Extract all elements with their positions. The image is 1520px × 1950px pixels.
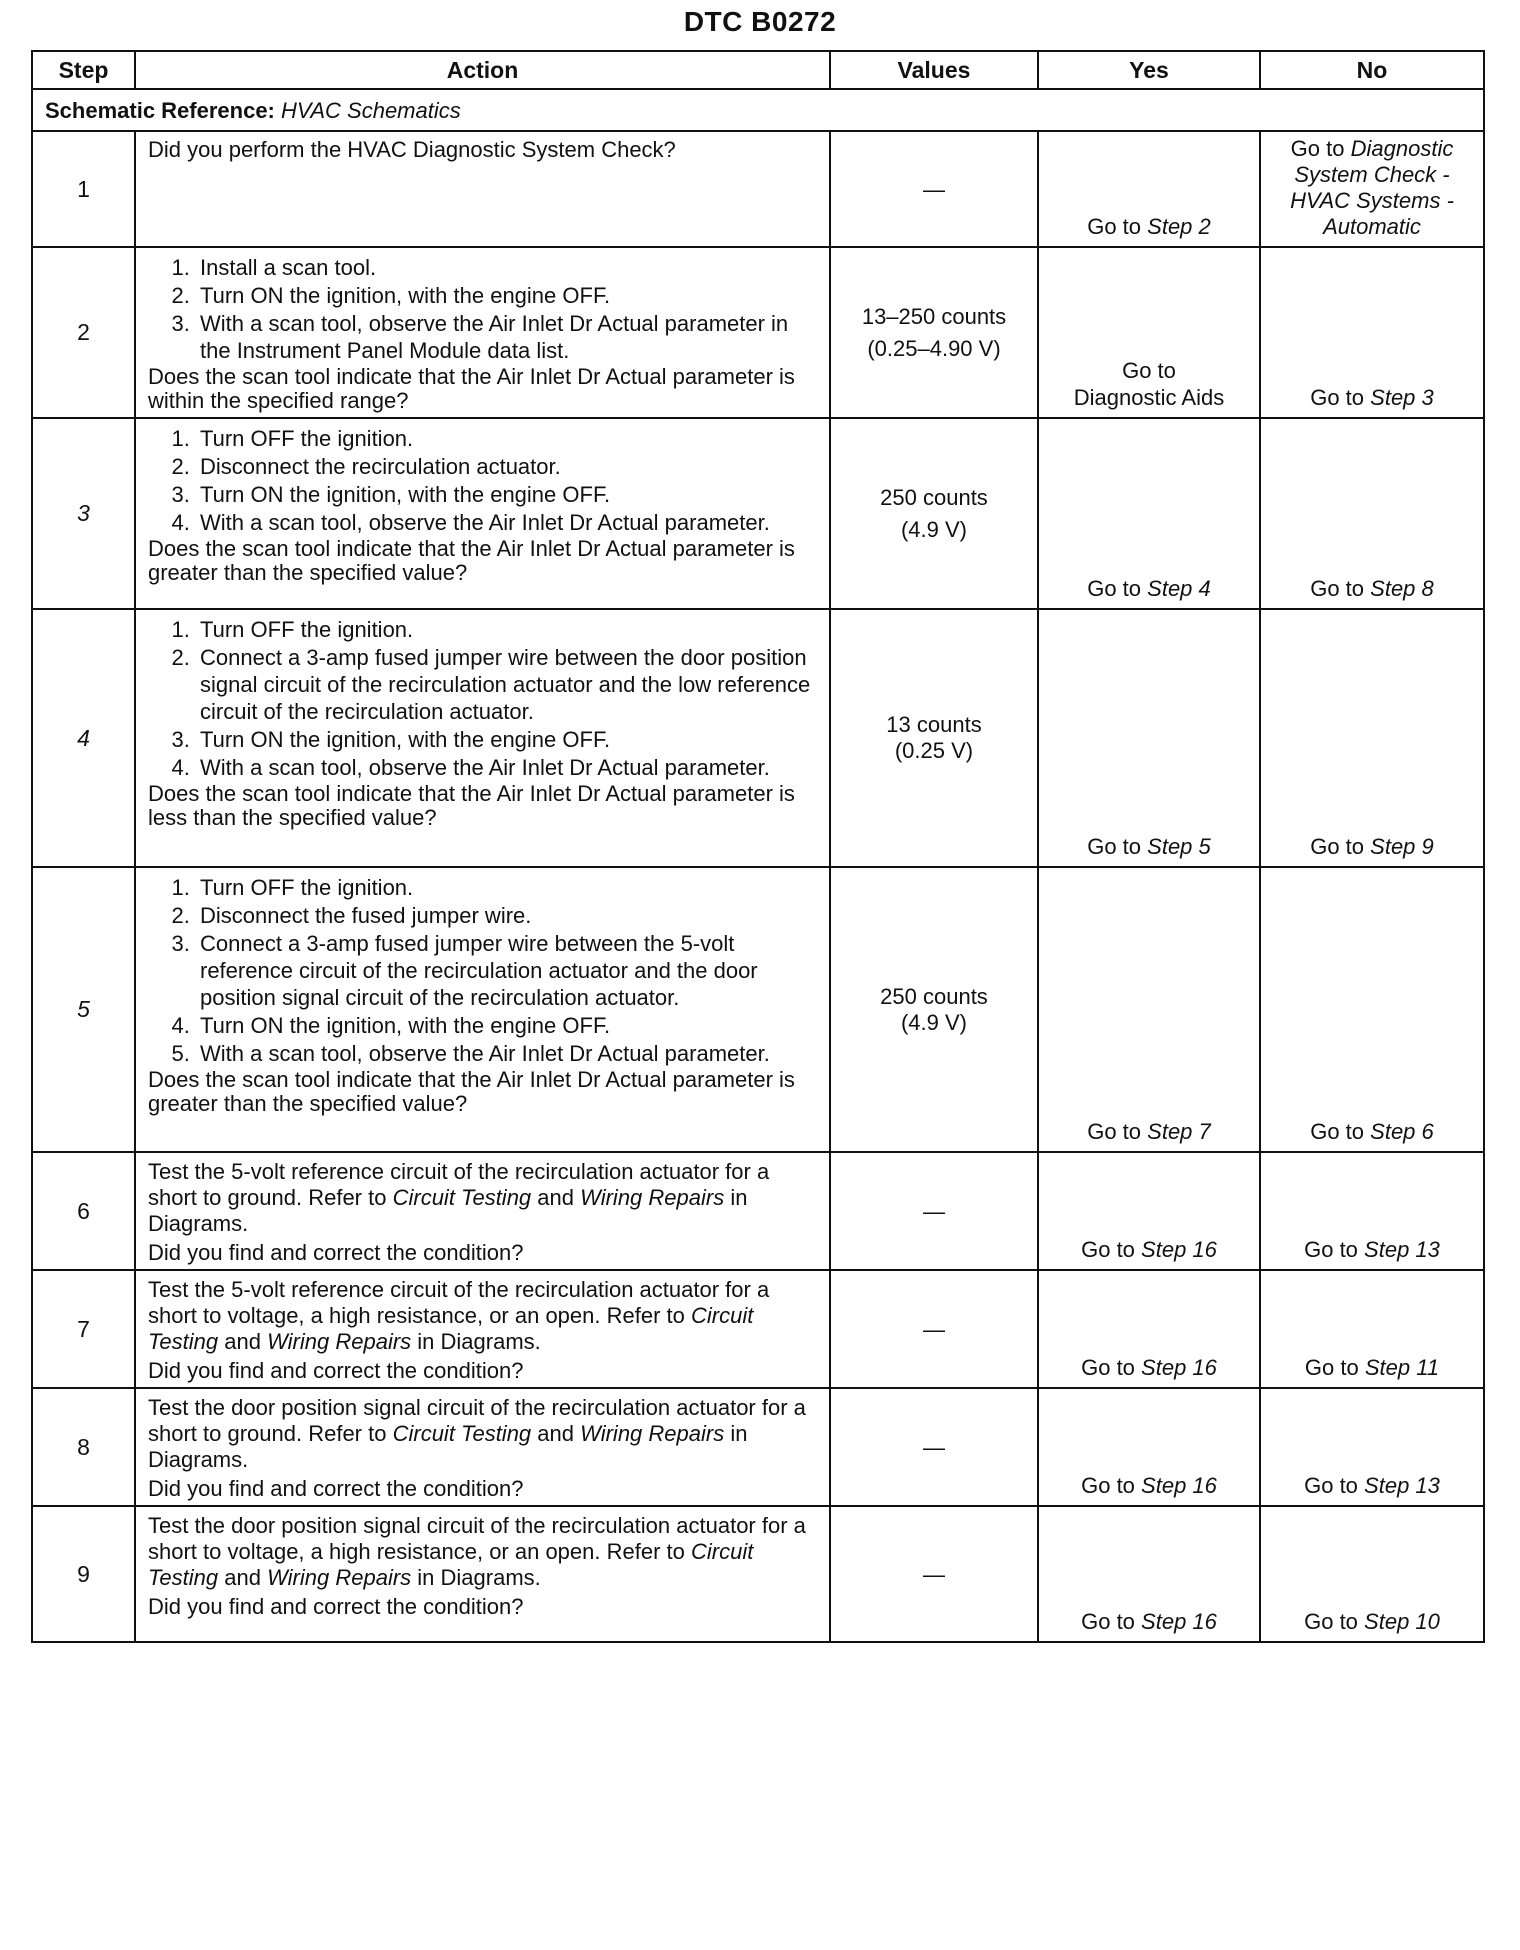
yes-cell: Go to Step 5 [1038, 609, 1260, 867]
action-cell [135, 418, 830, 609]
value-dash: — [923, 1198, 945, 1224]
no-step-link[interactable]: Step 9 [1370, 834, 1434, 859]
yes-step-link[interactable]: Step 16 [1141, 1237, 1217, 1262]
wiring-repairs-link[interactable]: Wiring Repairs [267, 1565, 412, 1590]
yes-step-link[interactable]: Step 5 [1147, 834, 1211, 859]
yes-cell: Go to Step 16 [1038, 1152, 1260, 1270]
no-cell: Go to Step 11 [1260, 1270, 1484, 1388]
no-step-link[interactable]: Step 3 [1370, 385, 1434, 410]
table-row [32, 1270, 1484, 1388]
action-question: Does the scan tool indicate that the Air Inlet Dr Actual parameter is within the specified range? [148, 364, 795, 413]
yes-diagnostic-aids-link[interactable]: Diagnostic Aids [1073, 385, 1225, 410]
wiring-repairs-link[interactable]: Wiring Repairs [580, 1185, 725, 1210]
no-step-link[interactable]: Step 6 [1370, 1119, 1434, 1144]
values-cell: 13–250 counts (0.25–4.90 V) [830, 247, 1038, 418]
circuit-testing-link[interactable]: Circuit Testing [148, 1539, 754, 1590]
schematic-link[interactable]: HVAC Schematics [281, 97, 461, 123]
list-item: 4. Turn ON the ignition, with the engine OFF. [196, 1012, 821, 1039]
value-dash: — [923, 1561, 945, 1587]
list-item: 1. Turn OFF the ignition. [196, 425, 821, 452]
header-row [32, 51, 1484, 89]
values-cell [830, 131, 1038, 247]
step-number: 3 [32, 418, 135, 609]
action-question: Did you find and correct the condition? [148, 1476, 524, 1501]
action-cell [135, 131, 830, 247]
action-cell [135, 1270, 830, 1388]
action-cell [135, 867, 830, 1152]
action-list [148, 425, 821, 536]
circuit-testing-link[interactable]: Circuit Testing [392, 1185, 532, 1210]
table-row [32, 1152, 1484, 1270]
list-item: 5. With a scan tool, observe the Air Inlet Dr Actual parameter. [196, 1040, 821, 1067]
values-cell [830, 1152, 1038, 1270]
yes-step-link[interactable]: Step 16 [1141, 1473, 1217, 1498]
values-cell [830, 1270, 1038, 1388]
schematic-label: Schematic Reference: [45, 97, 275, 123]
no-cell: Go to Step 8 [1260, 418, 1484, 609]
no-cell: Go to Diagnostic System Check - HVAC Systems - Automatic [1260, 131, 1484, 247]
value-dash: — [923, 176, 945, 202]
action-list [148, 874, 821, 1067]
action-question: Does the scan tool indicate that the Air Inlet Dr Actual parameter is greater than the specified value? [148, 536, 795, 585]
no-step-link[interactable]: Diagnostic System Check - HVAC Systems - Automatic [1290, 136, 1454, 239]
values-cell [830, 1506, 1038, 1642]
action-question: Does the scan tool indicate that the Air Inlet Dr Actual parameter is greater than the specified value? [148, 1067, 795, 1116]
step-number: 8 [32, 1388, 135, 1506]
step-number: 9 [32, 1506, 135, 1642]
col-header-yes: Yes [1038, 51, 1260, 89]
dtc-table [31, 50, 1485, 1643]
col-header-step: Step [32, 51, 135, 89]
table-row [32, 418, 1484, 609]
yes-cell: Go to Step 16 [1038, 1506, 1260, 1642]
value-dash: — [923, 1434, 945, 1460]
list-item: 2. Disconnect the recirculation actuator. [196, 453, 821, 480]
no-step-link[interactable]: Step 13 [1364, 1237, 1440, 1262]
page-title: DTC B0272 [683, 6, 837, 37]
col-header-no: No [1260, 51, 1484, 89]
schematic-reference [32, 89, 1484, 131]
list-item: 3. Turn ON the ignition, with the engine OFF. [196, 726, 821, 753]
no-step-link[interactable]: Step 8 [1370, 576, 1434, 601]
yes-cell: Go to Step 16 [1038, 1270, 1260, 1388]
table-row [32, 1388, 1484, 1506]
yes-cell: Go to Step 4 [1038, 418, 1260, 609]
no-cell: Go to Step 13 [1260, 1152, 1484, 1270]
yes-cell: Go to Step 7 [1038, 867, 1260, 1152]
yes-step-link[interactable]: Step 16 [1141, 1355, 1217, 1380]
list-item: 3. Turn ON the ignition, with the engine OFF. [196, 481, 821, 508]
values-cell: 250 counts (4.9 V) [830, 867, 1038, 1152]
yes-step-link[interactable]: Step 4 [1147, 576, 1211, 601]
action-cell [135, 609, 830, 867]
col-header-values: Values [830, 51, 1038, 89]
no-cell: Go to Step 9 [1260, 609, 1484, 867]
action-cell [135, 1506, 830, 1642]
no-cell: Go to Step 6 [1260, 867, 1484, 1152]
wiring-repairs-link[interactable]: Wiring Repairs [580, 1421, 725, 1446]
action-list [148, 616, 821, 781]
table-row [32, 1506, 1484, 1642]
values-cell: 13 counts (0.25 V) [830, 609, 1038, 867]
step-number: 1 [32, 131, 135, 247]
action-cell [135, 1388, 830, 1506]
yes-cell: Go to Step 16 [1038, 1388, 1260, 1506]
action-cell [135, 1152, 830, 1270]
action-paragraph: Test the door position signal circuit of the recirculation actuator for a short to voltage, a high resistance, or an open. Refer to Circuit Testing and Wiring Repairs in Diagrams. [148, 1513, 806, 1590]
action-question: Did you find and correct the condition? [148, 1240, 524, 1265]
table-row [32, 247, 1484, 418]
no-step-link[interactable]: Step 11 [1364, 1355, 1440, 1380]
action-question: Does the scan tool indicate that the Air Inlet Dr Actual parameter is less than the specified value? [148, 781, 795, 830]
circuit-testing-link[interactable]: Circuit Testing [148, 1303, 754, 1354]
yes-cell: Go to Diagnostic Aids [1038, 247, 1260, 418]
list-item: 3. Connect a 3-amp fused jumper wire between the 5-volt reference circuit of the recirculation actuator and the door position signal circuit of the recirculation actuator. [196, 930, 821, 1011]
no-cell: Go to Step 3 [1260, 247, 1484, 418]
step-number: 4 [32, 609, 135, 867]
no-cell: Go to Step 10 [1260, 1506, 1484, 1642]
action-cell [135, 247, 830, 418]
col-header-action: Action [135, 51, 830, 89]
list-item: 4. With a scan tool, observe the Air Inlet Dr Actual parameter. [196, 754, 821, 781]
yes-step-link[interactable]: Step 2 [1147, 214, 1211, 239]
table-row [32, 867, 1484, 1152]
action-question: Did you find and correct the condition? [148, 1594, 524, 1619]
list-item: 4. With a scan tool, observe the Air Inlet Dr Actual parameter. [196, 509, 821, 536]
value-dash: — [923, 1316, 945, 1342]
list-item: 3. With a scan tool, observe the Air Inlet Dr Actual parameter in the Instrument Panel Module data list. [196, 310, 821, 364]
no-cell: Go to Step 13 [1260, 1388, 1484, 1506]
list-item: 1. Turn OFF the ignition. [196, 616, 821, 643]
circuit-testing-link[interactable]: Circuit Testing [392, 1421, 532, 1446]
step-number: 5 [32, 867, 135, 1152]
action-question: Did you perform the HVAC Diagnostic System Check? [148, 137, 676, 162]
action-paragraph: Test the 5-volt reference circuit of the recirculation actuator for a short to voltage, a high resistance, or an open. Refer to Circuit Testing and Wiring Repairs in Diagrams. [148, 1277, 770, 1354]
step-number: 2 [32, 247, 135, 418]
list-item: 2. Disconnect the fused jumper wire. [196, 902, 821, 929]
table-row [32, 131, 1484, 247]
action-paragraph: Test the 5-volt reference circuit of the recirculation actuator for a short to ground. Refer to Circuit Testing and Wiring Repairs in Diagrams. [148, 1159, 770, 1236]
list-item: 1. Turn OFF the ignition. [196, 874, 821, 901]
list-item: 2. Turn ON the ignition, with the engine OFF. [196, 282, 821, 309]
values-cell: 250 counts (4.9 V) [830, 418, 1038, 609]
step-number: 7 [32, 1270, 135, 1388]
yes-cell: Go to Step 2 [1038, 131, 1260, 247]
values-cell [830, 1388, 1038, 1506]
action-question: Did you find and correct the condition? [148, 1358, 524, 1383]
step-number: 6 [32, 1152, 135, 1270]
schematic-row [32, 89, 1484, 131]
wiring-repairs-link[interactable]: Wiring Repairs [267, 1329, 412, 1354]
no-step-link[interactable]: Step 13 [1364, 1473, 1440, 1498]
table-row [32, 609, 1484, 867]
list-item: 2. Connect a 3-amp fused jumper wire between the door position signal circuit of the recirculation actuator and the low reference circuit of the recirculation actuator. [196, 644, 821, 725]
yes-step-link[interactable]: Step 16 [1141, 1609, 1217, 1634]
no-step-link[interactable]: Step 10 [1364, 1609, 1440, 1634]
action-paragraph: Test the door position signal circuit of the recirculation actuator for a short to ground. Refer to Circuit Testing and Wiring Repairs in Diagrams. [148, 1395, 806, 1472]
action-list [148, 254, 821, 364]
yes-step-link[interactable]: Step 7 [1147, 1119, 1211, 1144]
list-item: 1. Install a scan tool. [196, 254, 821, 281]
